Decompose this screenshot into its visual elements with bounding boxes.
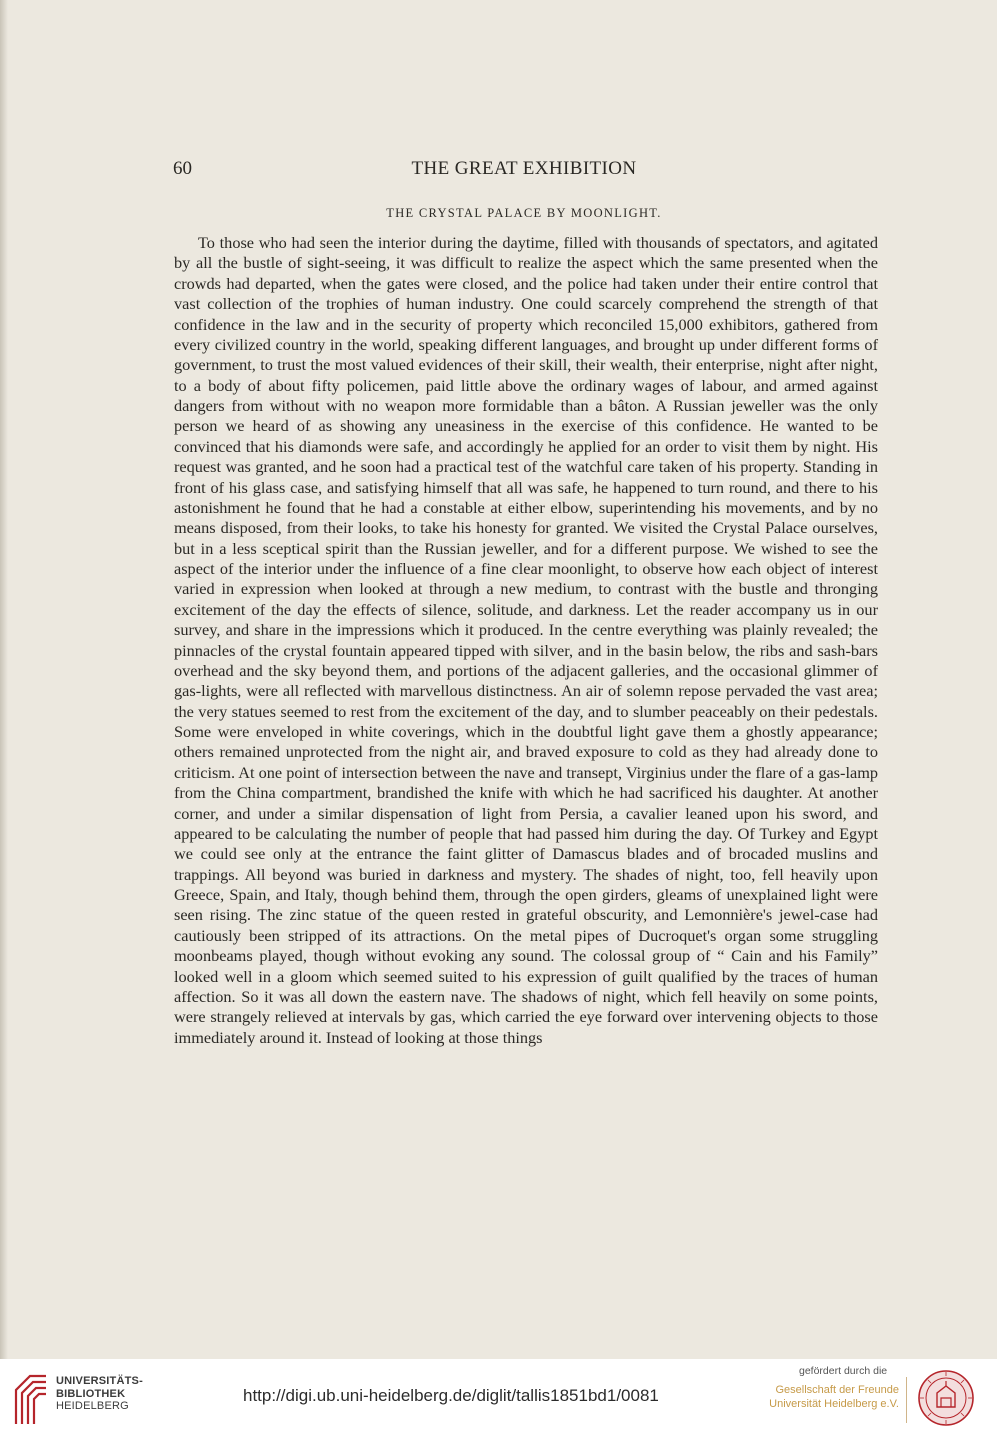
sponsor-label: gefördert durch die bbox=[799, 1365, 888, 1377]
library-name-line2: BIBLIOTHEK bbox=[56, 1387, 126, 1400]
page-edge-shadow bbox=[0, 0, 8, 1359]
digitization-footer bbox=[0, 1359, 997, 1439]
sponsor-name-line2: Universität Heidelberg e.V. bbox=[769, 1398, 899, 1410]
university-seal-icon bbox=[917, 1369, 975, 1427]
sponsor-divider bbox=[906, 1377, 907, 1423]
sponsor-name-line1: Gesellschaft der Freunde bbox=[775, 1384, 899, 1396]
sponsor-name bbox=[769, 1383, 899, 1411]
body-paragraph: To those who had seen the interior during the daytime, filled with thousands of spectators, and agitated by all the bustle of sight-seeing, it was difficult to realize the aspect which the same presented when the crowds had departed, when the gates were closed, and the police had taken under their entire control that vast collection of the trophies of human industry. One could scarcely comprehend the strength of that confidence in the law and in the security of property which reconciled 15,000 exhibitors, gathered from every civilized country in the world, speaking different languages, and brought up under different forms of government, to trust the most valued evidences of their skill, their wealth, their enterprise, night after night, to a body of about fifty policemen, paid little above the ordinary wages of labour, and armed against dangers from without with no weapon more formidable than a bâton. A Russian jeweller was the only person we heard of as showing any uneasiness in the exercise of this confidence. He wanted to be convinced that his diamonds were safe, and accordingly he applied for an order to visit them by night. His request was granted, and he soon had a practical test of the watchful care taken of his property. Standing in front of his glass case, and satisfying himself that all was safe, he happened to turn round, and there to his astonishment he found that he had a constable at either elbow, superintending his movements, and by no means disposed, from their looks, to take his honesty for granted. We visited the Crystal Palace ourselves, but in a less sceptical spirit than the Russian jeweller, and for a different purpose. We wished to see the aspect of the interior under the influence of a fine clear moonlight, to observe how each object of interest varied in expression when looked at through a new medium, to contrast with the bustle and thronging excitement of the day the effects of silence, solitude, and darkness. Let the reader accompany us in our survey, and share in the impressions which it produced. In the centre everything was plainly revealed; the pinnacles of the crystal fountain appeared tipped with silver, and in the basin below, the ribs and sash-bars overhead and the sky beyond them, and portions of the adjacent galleries, and the occasional glimmer of gas-lights, were all reflected with marvellous distinctness. An air of solemn repose pervaded the vast area; the very statues seemed to rest from the excitement of the day, and to slumber peaceably on their pedestals. Some were enveloped in white coverings, which in the doubtful light gave them a ghostly appearance; others remained unprotected from the night air, and braved exposure to cold as they had already done to criticism. At one point of intersection between the nave and transept, Virginius under the flare of a gas-lamp from the China compartment, brandished the knife with which he had sacrificed his daughter. At another corner, and under a similar dispensation of light from Persia, a cavalier leaned upon his sword, and appeared to be calculating the number of people that had passed him during the day. Of Turkey and Egypt we could see only at the entrance the faint glitter of Damascus blades and of brocaded muslins and trappings. All beyond was buried in darkness and mystery. The shades of night, too, fell heavily upon Greece, Spain, and Italy, though behind them, through the open girders, gleams of unexplained light were seen rising. The zinc statue of the queen rested in grateful obscurity, and Lemonnière's jewel-case had cautiously been stripped of its attractions. On the metal pipes of Ducroquet's organ some struggling moonbeams played, though without evoking any sound. The colossal group of “ Cain and his Family” looked well in a gloom which seemed suited to his expression of guilt qualified by the traces of human affection. So it was all down the eastern nave. The shadows of night, which fell heavily on some points, were strangely relieved at intervals by gas, which carried the eye forward over intervening objects to those immediately around it. Instead of looking at those things bbox=[174, 233, 878, 1047]
library-logo-icon bbox=[12, 1372, 50, 1426]
library-name-line1: UNIVERSITÄTS- bbox=[56, 1375, 143, 1387]
permalink-url[interactable]: http://digi.ub.uni-heidelberg.de/diglit/tallis1851bd1/0081 bbox=[243, 1386, 659, 1405]
library-name bbox=[56, 1375, 143, 1413]
page-number: 60 bbox=[173, 158, 192, 179]
running-title: THE GREAT EXHIBITION bbox=[411, 158, 637, 179]
section-title: THE CRYSTAL PALACE BY MOONLIGHT. bbox=[386, 206, 662, 220]
page-header bbox=[171, 158, 877, 186]
library-name-line3: HEIDELBERG bbox=[56, 1400, 129, 1412]
